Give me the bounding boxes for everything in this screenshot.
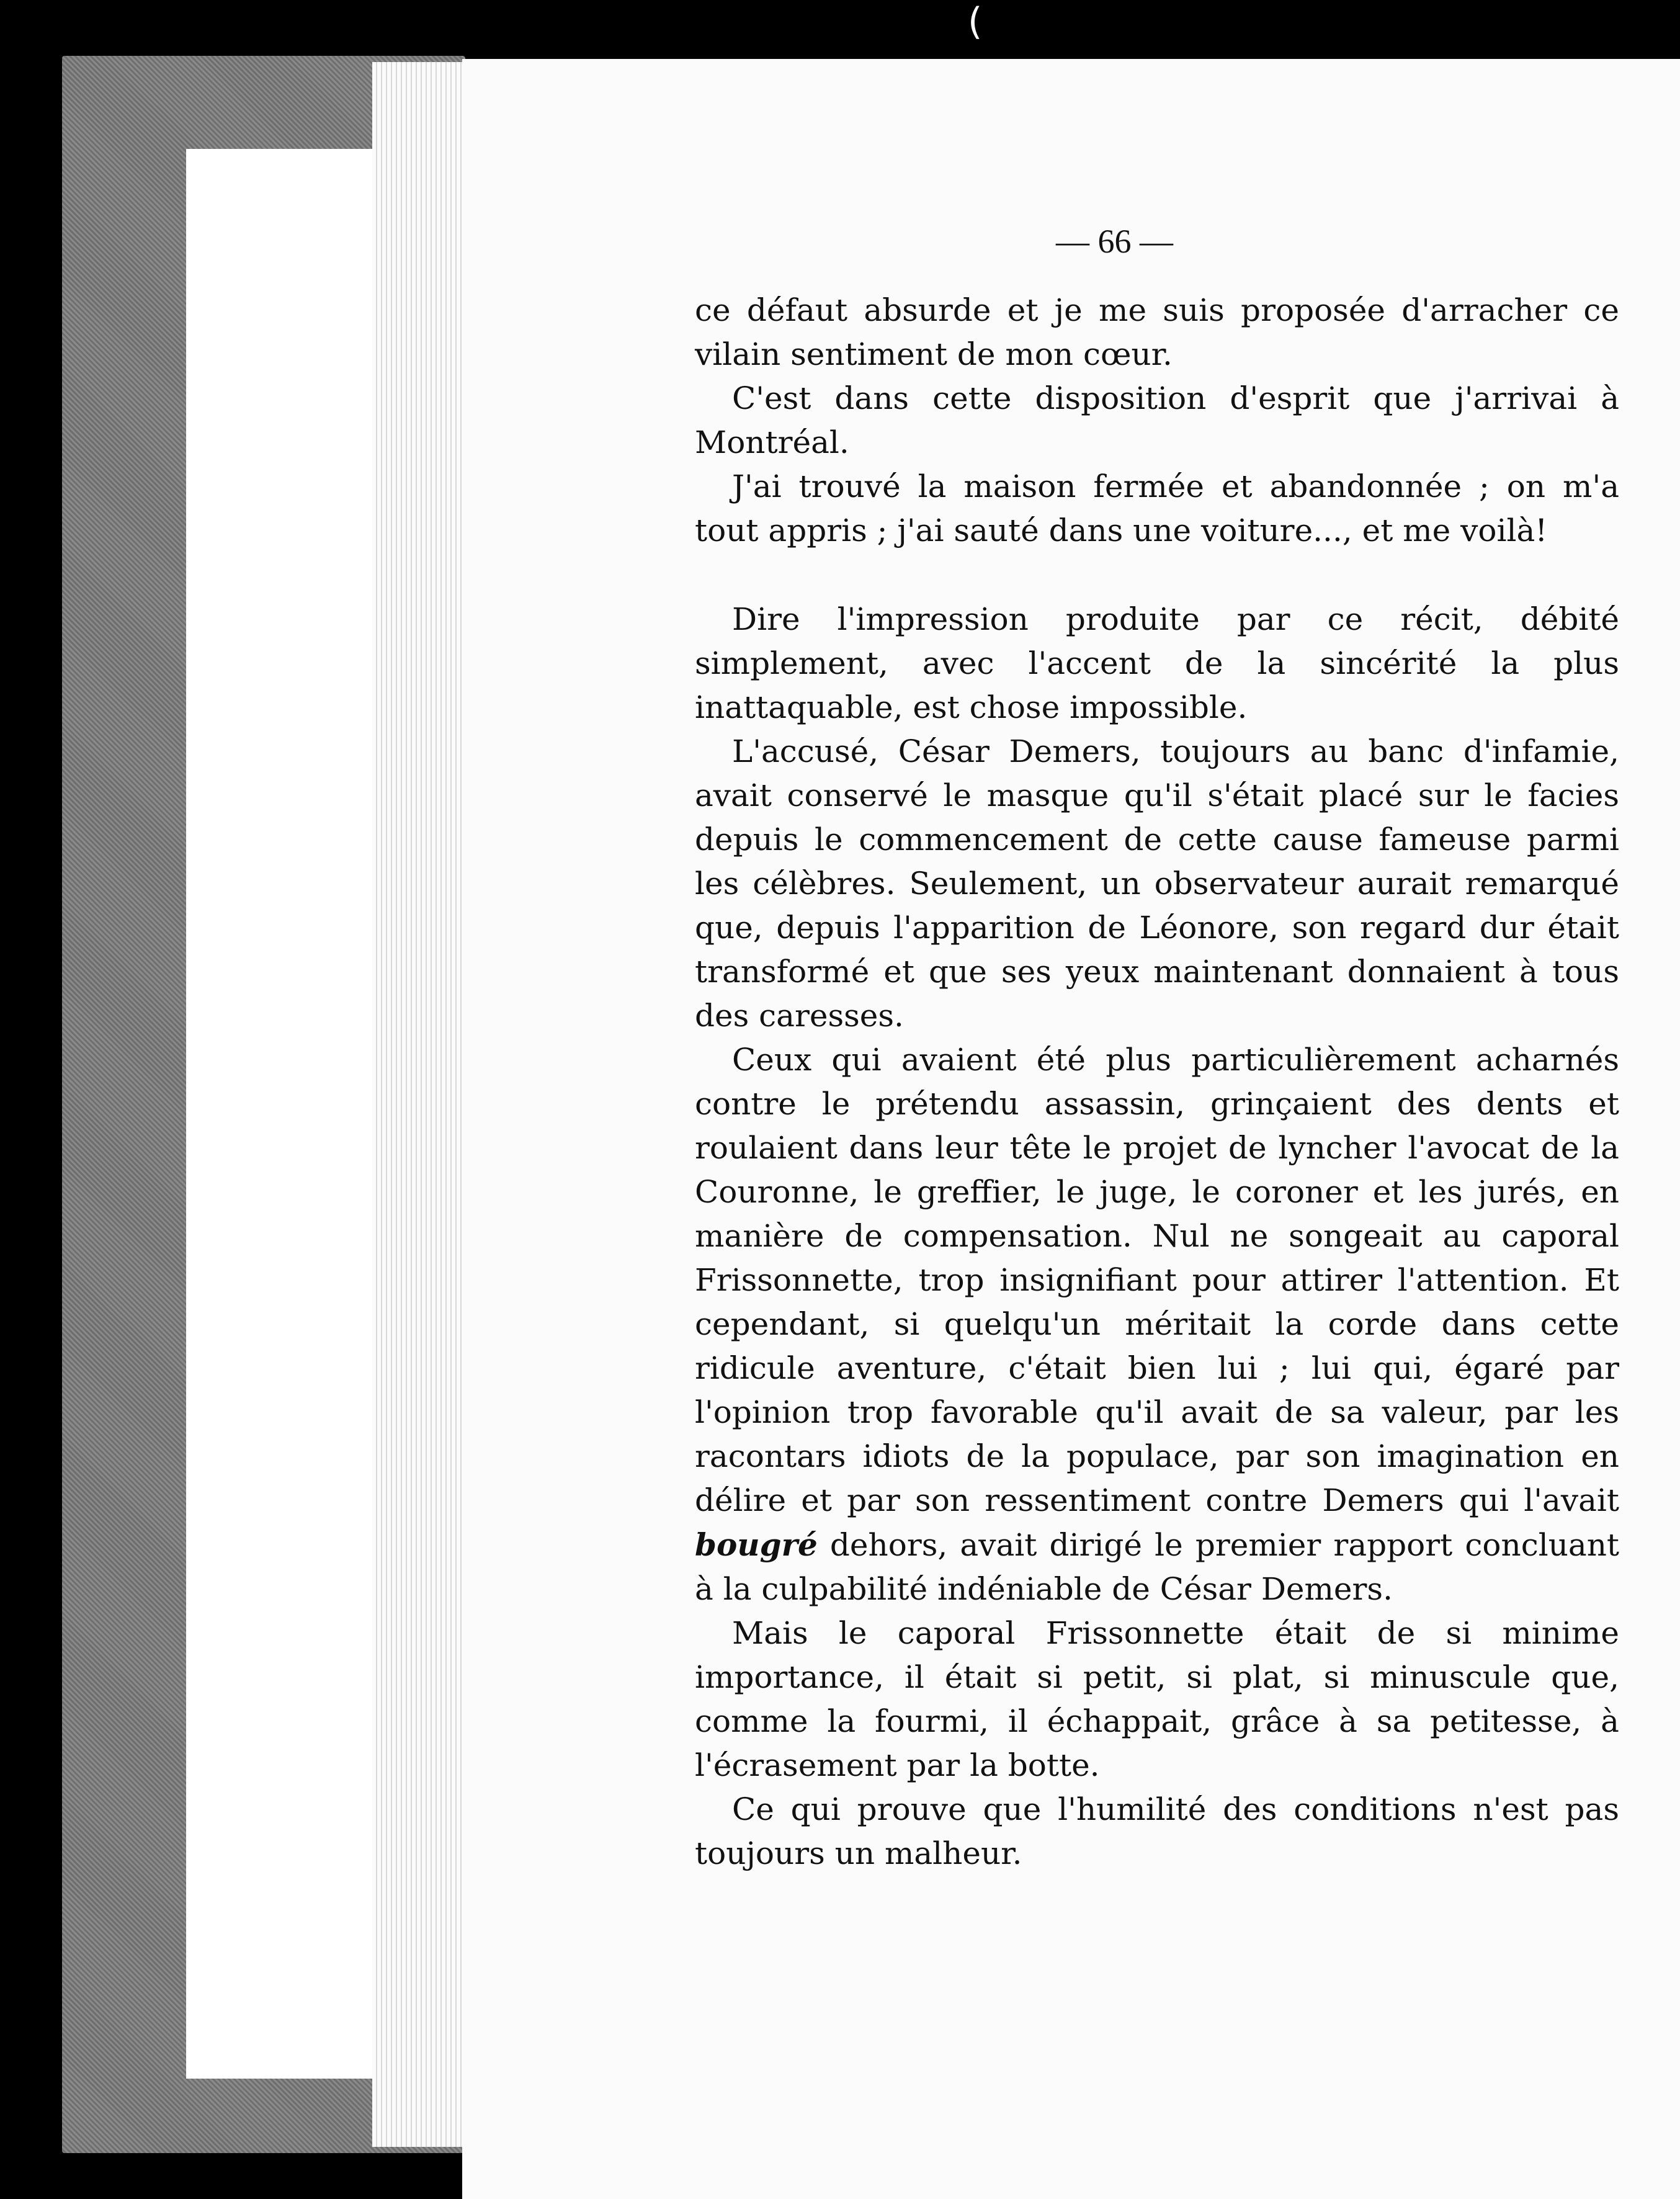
book-page bbox=[462, 59, 1680, 2199]
italic-word: bougré bbox=[695, 1526, 818, 1563]
paragraph: C'est dans cette disposition d'esprit que j'arrivai à Montréal. bbox=[695, 380, 1619, 460]
page-number: — 66 — bbox=[1056, 223, 1173, 260]
paragraph: J'ai trouvé la maison fermée et abandonnée ; on m'a tout appris ; j'ai sauté dans une voiture..., et me voilà! bbox=[695, 468, 1619, 549]
paragraph-text: dehors, avait dirigé le premier rapport concluant à la culpabilité indéniable de César Demers. bbox=[695, 1527, 1619, 1607]
paragraph: Ce qui prouve que l'humilité des conditions n'est pas toujours un malheur. bbox=[695, 1791, 1619, 1871]
paragraph-text: Ceux qui avaient été plus particulièrement acharnés contre le prétendu assassin, grinçaient des dents et roulaient dans leur tête le projet de lyncher l'avocat de la Couronne, le greffier, le juge, le coroner et les jurés, en manière de compensation. Nul ne songeait au caporal Frissonnette, trop insignifiant pour attirer l'attention. Et cependant, si quelqu'un méritait la corde dans cette ridicule aventure, c'était bien lui ; lui qui, égaré par l'opinion trop favorable qu'il avait de sa valeur, par les racontars idiots de la populace, par son imagination en délire et par son ressentiment contre Demers qui l'avait bbox=[695, 1042, 1619, 1518]
paragraph: Mais le caporal Frissonnette était de si minime importance, il était si petit, si plat, si minuscule que, comme la fourmi, il échappait, grâce à sa petitesse, à l'écrasement par la botte. bbox=[695, 1615, 1619, 1783]
paragraph bbox=[695, 1038, 1619, 1611]
scan-artifact-icon: ( bbox=[968, 0, 983, 43]
paragraph: L'accusé, César Demers, toujours au banc d'infamie, avait conservé le masque qu'il s'était placé sur le facies depuis le commencement de cette cause fameuse parmi les célèbres. Seulement, un observateur aurait remarqué que, depuis l'apparition de Léonore, son regard dur était transformé et que ses yeux maintenant donnaient à tous des caresses. bbox=[695, 733, 1619, 1034]
paragraph: Dire l'impression produite par ce récit, débité simplement, avec l'accent de la sincérité la plus inattaquable, est chose impossible. bbox=[695, 601, 1619, 725]
paragraph: ce défaut absurde et je me suis proposée d'arracher ce vilain sentiment de mon cœur. bbox=[695, 292, 1619, 372]
page-edges bbox=[372, 62, 471, 2147]
body-text bbox=[695, 289, 1619, 1876]
